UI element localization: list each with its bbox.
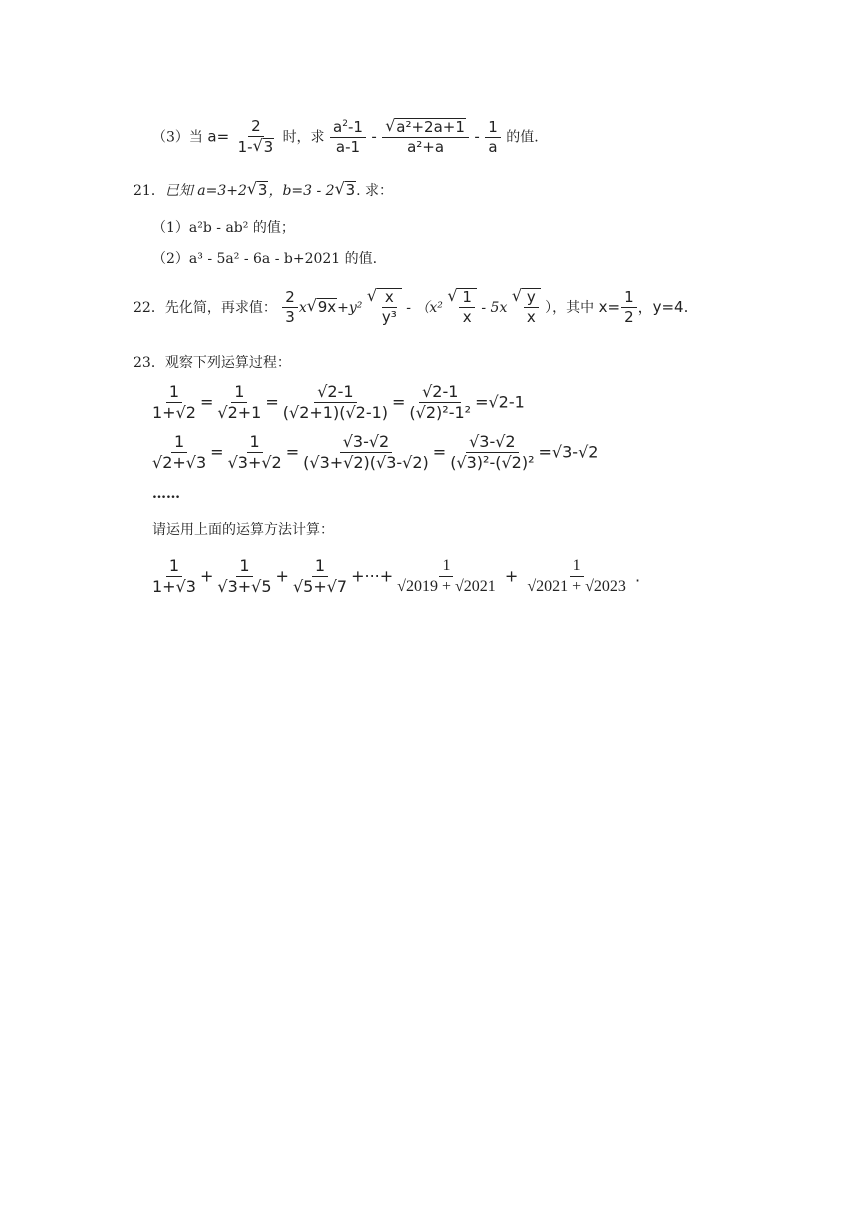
derivation-dots: …… [152,486,180,502]
q23-sum-expression: $\frac{1}{1+√3}$ + $\frac{1}{√3+√5}$ + $\frac{1}{√5+√7}$ +···+ $\frac{1}{√2019 + √2021}$ + $\frac{1}{√2021 + √2023}$ . [152,556,641,597]
x-value-fraction: $\frac{1}{2}$ [621,289,637,327]
q23-title: 23．观察下列运算过程： [133,355,291,371]
root-y-over-x: √ $\frac{y}{x}$ [522,288,541,327]
minus-sign: - [371,127,377,146]
q23-number: 23． [133,355,165,371]
term1-fraction: $\frac{a^2-1}{a-1}$ [330,119,366,157]
a-fraction: $\frac{2}{1-√ 3}$ [235,118,278,157]
q20-part3 [152,118,539,157]
root-1-over-x: √ $\frac{1}{x}$ [457,288,477,327]
q21-part2: （2）a³ - 5a² - 6a - b+2021 的值. [152,251,378,267]
q22-stem: 22．先化简，再求值： $\frac{2}{3}$ x√ 9x+y² √ $\frac{x}{\text{y³}}$ - （x² √ $\frac{1}{x}$ - 5x √ $\frac{y}{x}$ ），其中 x= $\frac{1}{2}$ ，y=4. [133,288,688,327]
condition-text: 时，求 [282,129,325,146]
derivation-line-1: $\frac{1}{1+√2}$ = $\frac{1}{√2+1}$ = $\frac{√2-1}{(√2+1)(√2-1)}$ = $\frac{√2-1}{\text{(√2)²-1²}}$ =√2-1 [152,382,525,423]
root-x-over-y3: √ $\frac{x}{\text{y³}}$ [377,288,402,327]
q21-part1: （1）a²b - ab² 的值； [152,220,295,236]
q20-tail: 的值. [506,129,539,146]
term2-fraction: √ $\frac{\text{a²+2a+1}}{\text{a²+a}}$ [382,118,469,157]
q20-part3-label: （3）当 [152,129,203,146]
q21-stem: 21．已知 a=3+2√ 3，b=3 - 2√ 3. 求： [133,180,393,200]
term3-fraction: $\frac{1}{a}$ [485,119,501,157]
derivation-line-2: $\frac{1}{√2+√3}$ = $\frac{1}{√3+√2}$ = $\frac{√3-√2}{(√3+√2)(√3-√2)}$ = $\frac{√3-√2}{\text{(√3)²-(√2)²}}$ =√3-√2 [152,432,599,473]
q22-number: 22． [133,299,165,316]
a-equals: a= [207,127,230,146]
q21-number: 21． [133,183,165,199]
coef-fraction: $\frac{2}{3}$ [282,289,298,327]
q23-instruction: 请运用上面的运算方法计算： [152,522,334,538]
minus-sign-2: - [474,127,480,146]
